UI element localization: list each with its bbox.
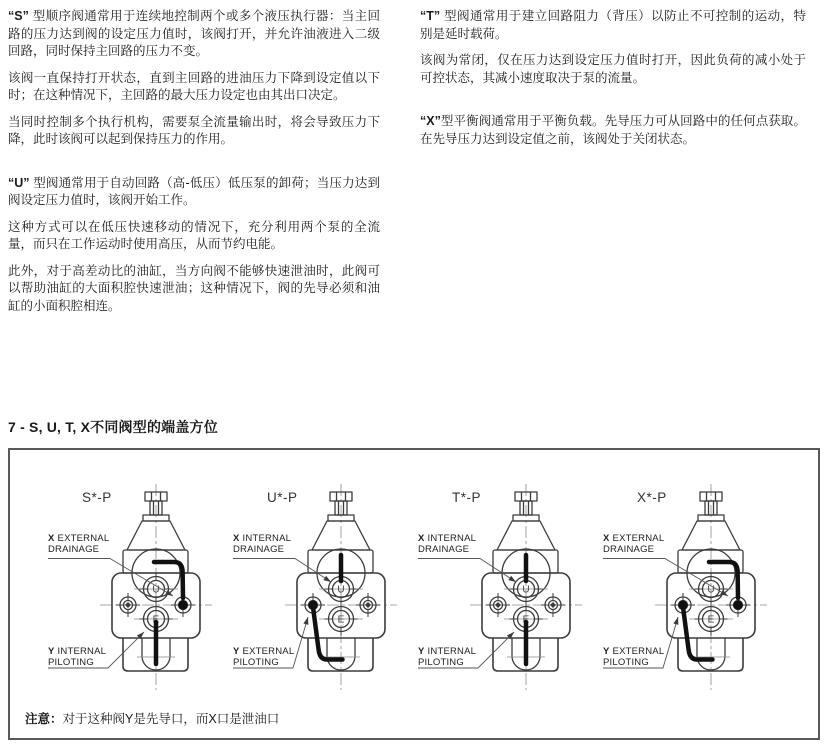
external-port-dot [178,600,187,609]
paragraph-text: 型平衡阀通常用于平衡负载。先导压力可从回路中的任何点获取。在先导压力达到设定值之前，该阀处于关闭状态。 [420,114,806,146]
paragraph-lead: “X” [420,114,441,128]
valve-panel-x [583,480,768,695]
port-letter: U [152,584,160,596]
internal-port-mark [550,602,556,608]
leader-arrow [508,576,516,582]
figure-note-lead: 注意： [25,712,63,726]
paragraph [420,8,806,43]
port-letter: U [337,584,345,596]
leader-arrow [303,617,308,625]
x-leader-line [233,559,331,583]
paragraph [420,113,806,148]
y-port-label: Y INTERNAL [48,646,107,657]
diagram-row [28,480,768,695]
figure-box [8,448,820,740]
figure-heading: 7 - S, U, T, X不同阀型的端盖方位 [8,419,218,435]
paragraph-text: 这种方式可以在低压快速移动的情况下，充分利用两个泵的全流量，而只在工作运动时使用高压，从而节约电能。 [8,219,380,251]
internal-port-mark [125,602,131,608]
paragraph-text: 型阀通常用于建立回路阻力（背压）以防止不可控制的运动，特别是延时载荷。 [420,9,806,41]
leader-arrow [323,576,331,582]
internal-port-mark [365,602,371,608]
paragraph-lead: “S” [8,9,29,23]
x-port-label: X INTERNAL [233,533,292,544]
leader-arrow [673,617,678,625]
paragraph [8,8,380,61]
valve-linework [418,484,582,690]
valve-drawing [398,480,583,695]
paragraph [8,70,380,105]
valve-panel-s [28,480,213,695]
valve-drawing [583,480,768,695]
x-port-label-line2: DRAINAGE [418,544,470,555]
x-port-label: X INTERNAL [418,533,477,544]
paragraph [8,219,380,254]
paragraph [8,114,380,149]
paragraph-lead: “T” [420,9,441,23]
y-port-label-line2: PILOTING [418,657,464,668]
valve-type-label: X*-P [637,490,667,505]
port-letter: E [707,614,715,626]
y-port-label: Y EXTERNAL [233,646,295,657]
internal-port-mark [495,602,501,608]
figure-note-text: 对于这种阀Y是先导口，而X口是泄油口 [62,712,280,726]
paragraph [8,263,380,316]
y-port-label-line2: PILOTING [48,657,94,668]
external-port-dot [733,600,742,609]
x-port-label-line2: DRAINAGE [48,544,100,555]
port-letter: E [152,614,160,626]
x-leader-line [418,559,516,583]
valve-drawing [213,480,398,695]
paragraph-text: 当同时控制多个执行机构，需要泵全流量输出时，将会导致压力下降，此时该阀可以起到保持压力的作用。 [8,114,380,146]
figure-note [25,709,279,727]
valve-type-label: T*-P [452,490,481,505]
valve-linework [603,484,767,690]
y-port-label-line2: PILOTING [233,657,279,668]
paragraph-text: 该阀一直保持打开状态，直到主回路的进油压力下降到设定值以下时；在这种情况下，主回路的最大压力设定也由其出口决定。 [8,70,380,102]
valve-drawing [28,480,213,695]
paragraph-text: 型顺序阀通常用于连续地控制两个或多个液压执行器：当主回路的压力达到阀的设定压力值时，该阀打开，并允许油液进入二级回路，同时保持主回路的压力不变。 [8,9,380,58]
port-letter: U [707,584,715,596]
paragraph [420,52,806,87]
x-port-label-line2: DRAINAGE [233,544,285,555]
port-letter: E [337,614,345,626]
port-letter: U [522,584,530,596]
valve-panel-u [213,480,398,695]
valve-linework [48,484,212,690]
x-port-label-line2: DRAINAGE [603,544,655,555]
column-right [420,8,806,157]
port-letter: E [522,614,530,626]
y-port-label: Y INTERNAL [418,646,477,657]
column-left [8,8,380,324]
valve-type-label: U*-P [267,490,298,505]
y-port-label: Y EXTERNAL [603,646,665,657]
x-port-label: X EXTERNAL [48,533,110,544]
paragraph-text: 型阀通常用于自动回路（高-低压）低压泵的卸荷；当压力达到阀设定压力值时，该阀开始工作。 [8,175,380,207]
y-port-label-line2: PILOTING [603,657,649,668]
paragraph-text: 该阀为常闭，仅在压力达到设定压力值时打开，因此负荷的减小处于可控状态，其减小速度取决于泵的流量。 [420,53,806,85]
paragraph-text: 此外，对于高差动比的油缸，当方向阀不能够快速泄油时，此阀可以帮助油缸的大面积腔快速泄油；这种情况下，阀的先导必须和油缸的小面积腔相连。 [8,263,380,313]
valve-linework [233,484,397,690]
x-port-label: X EXTERNAL [603,533,665,544]
paragraph [8,175,380,210]
valve-type-label: S*-P [82,490,112,505]
valve-panel-t [398,480,583,695]
paragraph-lead: “U” [8,175,30,190]
